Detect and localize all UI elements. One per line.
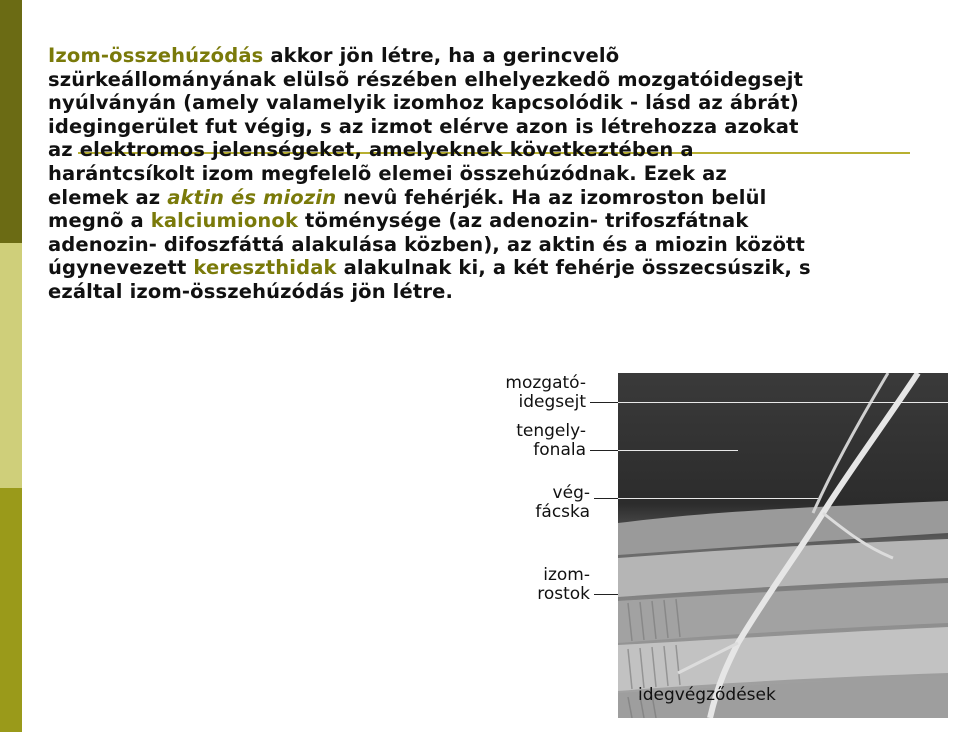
paragraph-line: [48, 209, 960, 233]
paragraph-line: [48, 233, 960, 257]
label-nerve-endings: [638, 686, 776, 705]
leader-line: [590, 402, 618, 403]
paragraph-line: [48, 186, 960, 210]
leader-line: [590, 450, 618, 451]
highlighted-term: kereszthidak: [193, 256, 337, 280]
text-segment: úgynevezett: [48, 256, 194, 280]
text-segment: alakulnak ki, a két fehérje összecsúszik, s: [336, 256, 811, 280]
paragraph-line: [48, 162, 960, 186]
label-line: rostok: [537, 584, 590, 604]
sidebar-stripe-middle: [0, 243, 22, 488]
label-line: mozgató-: [505, 373, 586, 393]
text-segment: elemek az: [48, 185, 168, 209]
paragraph-line: [48, 68, 960, 92]
highlighted-term: Izom-összehúzódás: [48, 44, 264, 67]
label-line: tengely-: [516, 421, 586, 441]
text-segment: ezáltal izom-összehúzódás jön létre.: [48, 279, 454, 303]
label-muscle-fibers: [478, 566, 590, 604]
paragraph-line: [48, 91, 960, 115]
paragraph-line: [48, 256, 960, 280]
muscle-nerve-figure: [478, 366, 948, 718]
body-paragraph: [48, 44, 960, 304]
text-segment: nyúlványán (amely valamelyik izomhoz kapcsolódik - lásd az ábrát): [48, 91, 799, 115]
text-segment: nevû fehérjék. Ha az izomroston belül: [336, 185, 767, 209]
label-line: vég-: [552, 483, 590, 503]
highlighted-term: kalciumionok: [150, 209, 299, 233]
leader-line: [618, 498, 818, 499]
paragraph-line: [48, 138, 960, 162]
leader-line: [618, 402, 948, 403]
paragraph-line: [48, 280, 960, 304]
text-segment: az elektromos jelenségeket, amelyeknek következtében a: [48, 138, 694, 162]
paragraph-line: [48, 115, 960, 139]
text-segment: töménysége (az adenozin- trifoszfátnak: [298, 209, 749, 233]
text-segment: harántcsíkolt izom megfelelõ elemei összehúzódnak. Ezek az: [48, 161, 727, 185]
highlighted-term: aktin és miozin: [167, 185, 337, 209]
label-axon: [478, 422, 586, 460]
text-segment: megnõ a: [48, 209, 151, 233]
leader-line: [618, 450, 738, 451]
sidebar-stripe-bottom: [0, 488, 22, 732]
label-line: idegsejt: [518, 392, 586, 412]
label-end-branch: [478, 484, 590, 522]
micrograph-image: [618, 373, 948, 718]
leader-line: [594, 498, 618, 499]
label-line: izom-: [543, 565, 590, 585]
text-segment: idegingerület fut végig, s az izmot elérve azon is létrehozza azokat: [48, 114, 799, 138]
text-segment: akkor jön létre, ha a gerincvelõ: [263, 44, 620, 67]
paragraph-line: [48, 44, 960, 68]
micrograph-drawing: [618, 373, 948, 718]
label-line: idegvégződések: [638, 685, 776, 705]
label-motor-neuron: [478, 374, 586, 412]
text-segment: szürkeállományának elülsõ részében elhelyezkedõ mozgatóidegsejt: [48, 67, 804, 91]
leader-line: [594, 594, 618, 595]
text-segment: adenozin- difoszfáttá alakulása közben), az aktin és a miozin között: [48, 232, 805, 256]
label-line: fácska: [535, 502, 590, 522]
sidebar-stripe-top: [0, 0, 22, 243]
label-line: fonala: [533, 440, 586, 460]
